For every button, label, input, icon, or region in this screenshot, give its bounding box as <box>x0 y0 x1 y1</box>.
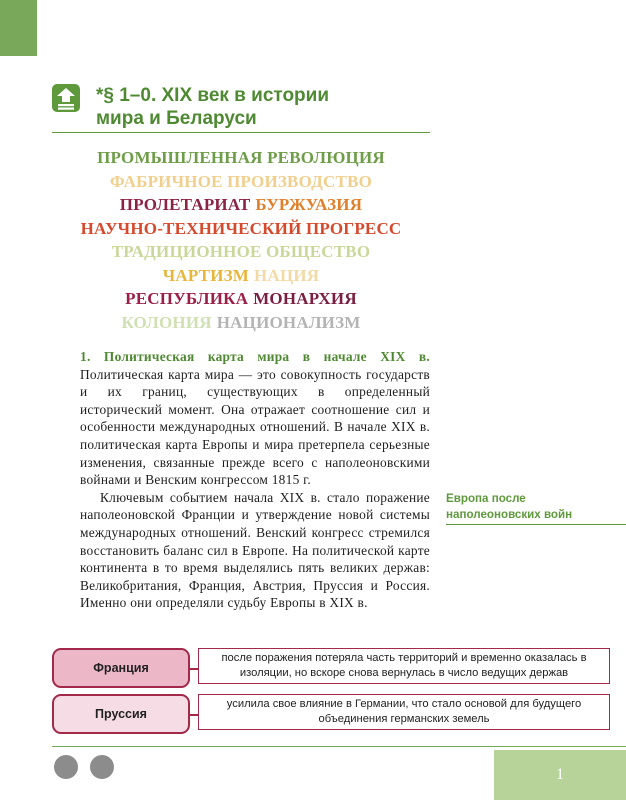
section-heading: 1. Политическая карта мира в начале XIX в. <box>80 349 430 364</box>
keyword-term: ПРОМЫШЛЕННАЯ РЕВОЛЮЦИЯ <box>97 148 385 167</box>
page-title <box>96 84 426 130</box>
keyword-term: МОНАРХИЯ <box>253 289 357 308</box>
keyword-term: ТРАДИЦИОННОЕ ОБЩЕСТВО <box>111 242 371 261</box>
corner-tab <box>0 0 37 56</box>
margin-note-line1: Европа после <box>446 492 526 505</box>
margin-note <box>446 491 626 522</box>
keyword-line <box>52 287 430 311</box>
keyword-term: НАУЧНО-ТЕХНИЧЕСКИЙ ПРОГРЕСС <box>80 218 402 238</box>
info-label-prussia: Пруссия <box>52 694 190 734</box>
keyword-term: БУРЖУАЗИЯ <box>255 195 363 214</box>
info-row-france <box>52 648 602 688</box>
page-title-line1: *§ 1–0. XIX век в истории <box>96 85 330 106</box>
keyword-cloud <box>52 146 430 334</box>
heading-divider <box>52 132 430 133</box>
keyword-line <box>52 146 430 170</box>
keyword-term: КОЛОНИЯ <box>121 312 212 332</box>
keyword-line <box>52 170 430 194</box>
section-body <box>80 348 430 612</box>
keyword-line <box>52 217 430 241</box>
paragraph-1: Политическая карта мира — это совокупность государств и их границ, существующих в определенный исторический момент. Она отражает соотношение сил и особенности международных отношений. В начале XIX в. политическая карта Европы и мира претерпела серьезные изменения, связанные прежде всего с наполеоновскими войнами и Венским конгрессом 1815 г. <box>80 366 430 488</box>
footer-divider <box>52 746 626 747</box>
paragraph-2: Ключевым событием начала XIX в. стало поражение наполеоновской Франции и утверждение новой системы международных отношений. Венский конгресс стремился восстановить баланс сил в Европе. На политической карте континента в то время выделялись пять великих держав: Великобритания, Франция, Австрия, Пруссия и Россия. Именно они определяли судьбу Европы в XIX в. <box>80 489 430 611</box>
keyword-line <box>52 264 430 288</box>
keyword-line <box>52 193 430 217</box>
connector-line <box>188 668 198 670</box>
circle-dot-icon <box>54 755 78 779</box>
margin-note-divider <box>446 524 626 525</box>
page-number: 1 <box>494 750 626 800</box>
info-text-prussia: усилила свое влияние в Германии, что стало основой для будущего объединения германских земель <box>198 694 610 730</box>
info-label-france: Франция <box>52 648 190 688</box>
keyword-term: НАЦИЯ <box>254 265 320 285</box>
page-title-line2: мира и Беларуси <box>96 108 257 129</box>
keyword-term: НАЦИОНАЛИЗМ <box>216 312 361 332</box>
keyword-term: ФАБРИЧНОЕ ПРОИЗВОДСТВО <box>109 171 373 191</box>
keyword-line <box>52 240 430 264</box>
info-text-france: после поражения потеряла часть территорий и временно оказалась в изоляции, но вскоре снова вернулась в число ведущих держав <box>198 648 610 684</box>
keyword-term: ПРОЛЕТАРИАТ <box>119 195 251 214</box>
margin-note-line2: наполеоновских войн <box>446 507 573 521</box>
keyword-term: ЧАРТИЗМ <box>162 265 250 285</box>
connector-line <box>188 714 198 716</box>
upload-arrow-icon <box>52 84 80 112</box>
keyword-term: РЕСПУБЛИКА <box>125 289 249 308</box>
keyword-line <box>52 311 430 335</box>
circle-dot-icon <box>90 755 114 779</box>
info-row-prussia <box>52 694 602 734</box>
